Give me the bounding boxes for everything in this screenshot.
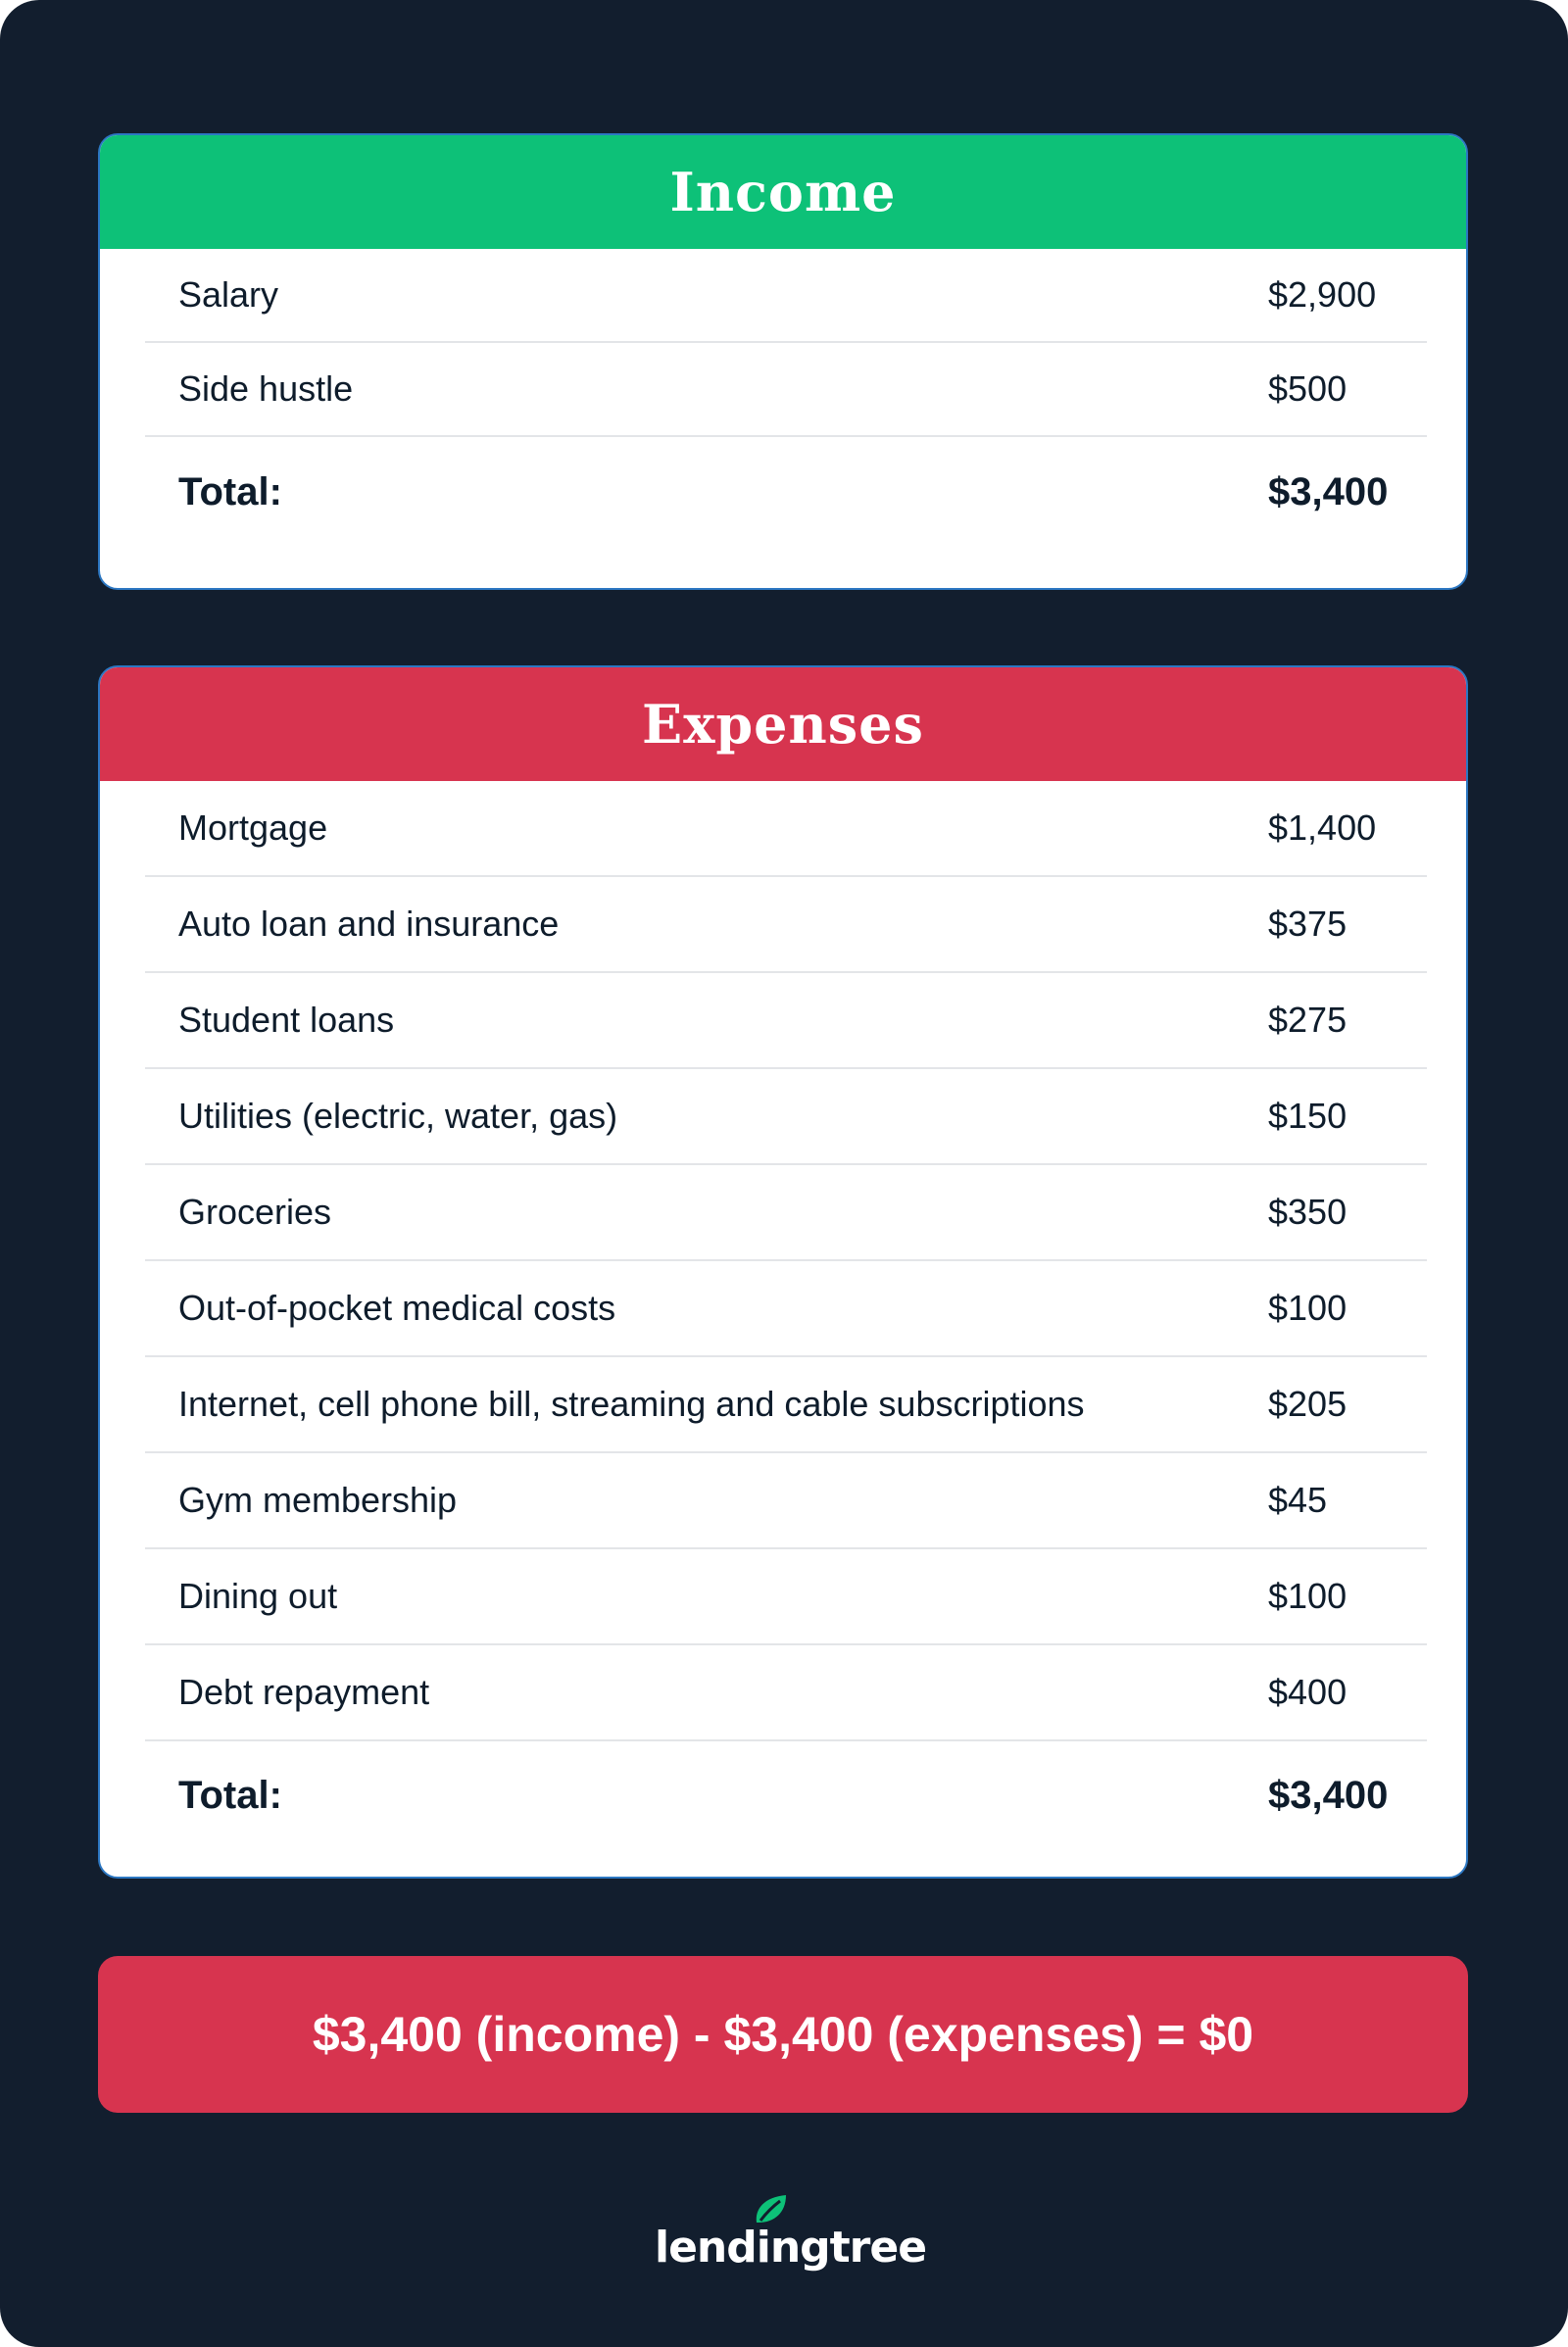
logo-text: lendingtree	[655, 2223, 927, 2273]
summary-banner	[98, 1956, 1468, 2113]
expense-item-amount: $150	[1268, 1096, 1348, 1136]
expense-row	[145, 877, 1427, 973]
expense-row	[145, 1549, 1427, 1645]
expense-item-amount: $275	[1268, 1000, 1348, 1040]
income-item-label: Side hustle	[178, 368, 354, 409]
income-title: Income	[100, 135, 1466, 249]
expense-item-label: Dining out	[178, 1576, 338, 1616]
income-total-row	[145, 437, 1427, 547]
income-total-amount: $3,400	[1268, 469, 1389, 513]
leaf-icon	[749, 2191, 790, 2226]
income-item-amount: $500	[1268, 368, 1348, 409]
income-item-amount: $2,900	[1268, 274, 1377, 315]
expense-item-amount: $350	[1268, 1192, 1348, 1232]
lendingtree-logo	[655, 2191, 927, 2273]
expense-item-amount: $45	[1268, 1480, 1328, 1520]
expense-item-label: Internet, cell phone bill, streaming and cable subscriptions	[178, 1384, 1085, 1424]
expense-item-label: Groceries	[178, 1192, 332, 1232]
expenses-total-label: Total:	[178, 1773, 282, 1817]
expense-row	[145, 1357, 1427, 1453]
expense-row	[145, 1261, 1427, 1357]
expenses-card	[98, 665, 1468, 1879]
expense-item-label: Mortgage	[178, 807, 328, 848]
expense-row	[145, 1069, 1427, 1165]
expense-item-label: Gym membership	[178, 1480, 458, 1520]
expenses-total-amount: $3,400	[1268, 1773, 1389, 1817]
expense-row	[145, 1453, 1427, 1549]
income-row	[145, 249, 1427, 343]
expense-row	[145, 1645, 1427, 1741]
expenses-title: Expenses	[100, 667, 1466, 781]
expenses-total-row	[145, 1741, 1427, 1849]
expense-row	[145, 973, 1427, 1069]
expense-item-amount: $100	[1268, 1576, 1348, 1616]
expense-item-label: Student loans	[178, 1000, 395, 1040]
expense-row	[145, 781, 1427, 877]
income-item-label: Salary	[178, 274, 279, 315]
expense-item-label: Auto loan and insurance	[178, 904, 560, 944]
expense-item-amount: $205	[1268, 1384, 1348, 1424]
summary-text: $3,400 (income) - $3,400 (expenses) = $0	[312, 2007, 1254, 2062]
expense-item-amount: $375	[1268, 904, 1348, 944]
expense-item-label: Utilities (electric, water, gas)	[178, 1096, 618, 1136]
expense-row	[145, 1165, 1427, 1261]
expense-item-label: Out-of-pocket medical costs	[178, 1288, 616, 1328]
expense-item-amount: $400	[1268, 1672, 1348, 1712]
income-card	[98, 133, 1468, 590]
expense-item-amount: $100	[1268, 1288, 1348, 1328]
expenses-rows	[100, 781, 1466, 1849]
income-row	[145, 343, 1427, 437]
income-total-label: Total:	[178, 469, 282, 513]
expense-item-amount: $1,400	[1268, 807, 1377, 848]
expense-item-label: Debt repayment	[178, 1672, 430, 1712]
income-rows	[100, 249, 1466, 547]
